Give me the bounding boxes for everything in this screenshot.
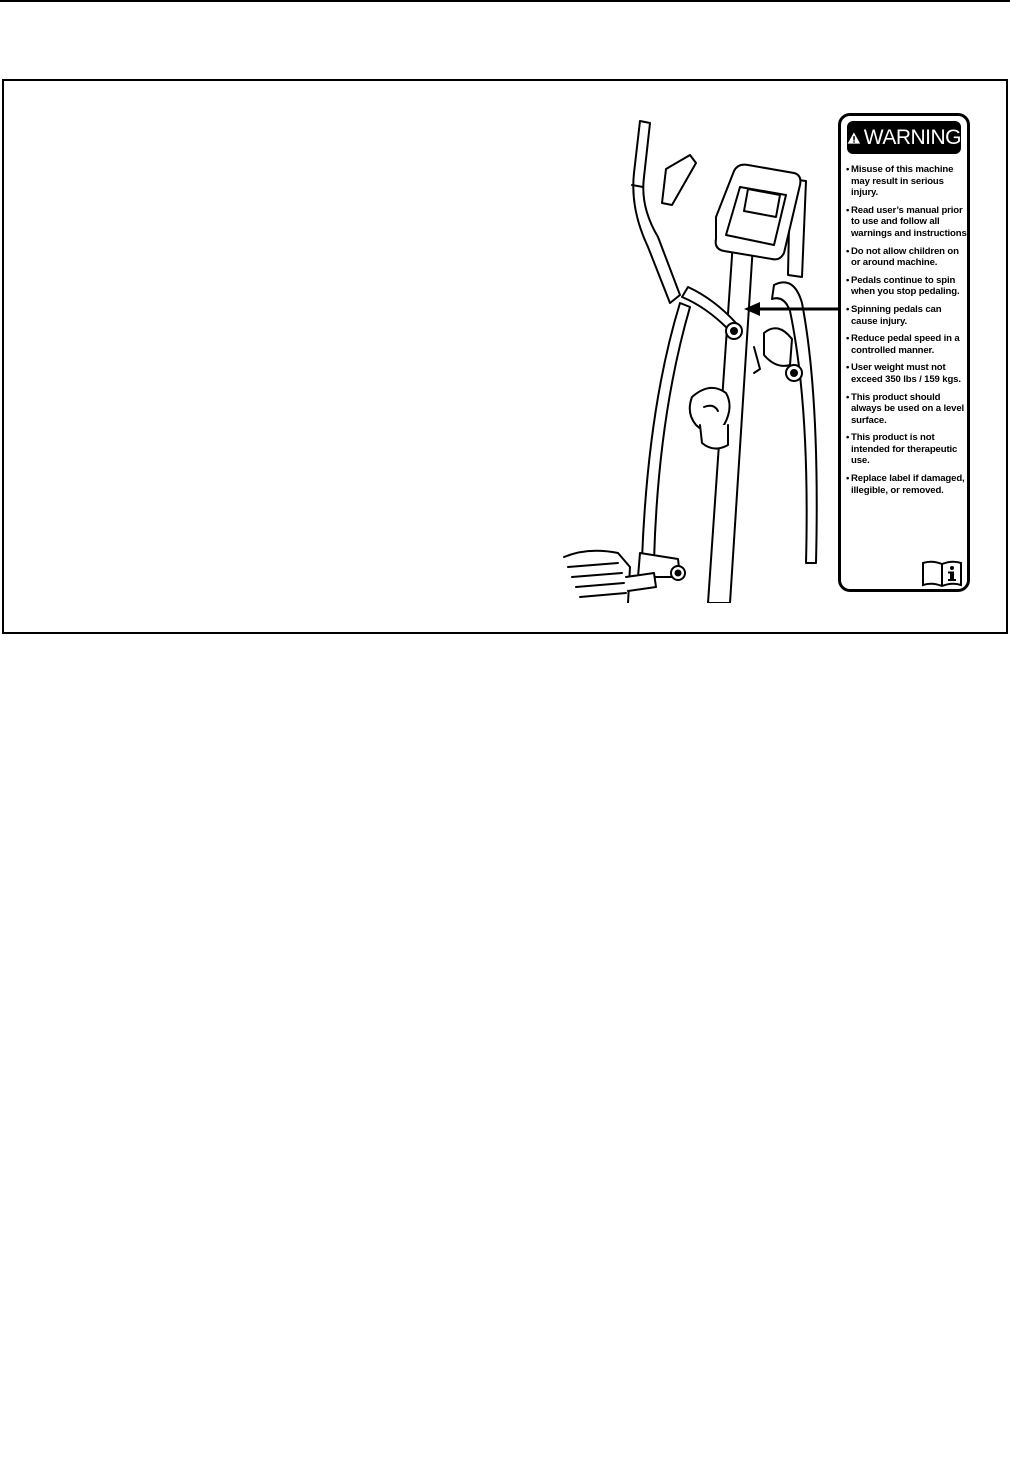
warning-list	[846, 164, 970, 502]
warning-item: • This product is not intended for therapeutic use.	[846, 432, 970, 467]
read-manual-icon	[921, 559, 963, 587]
elliptical-illustration	[558, 107, 848, 603]
top-rule	[0, 0, 1010, 2]
warning-item: • Misuse of this machine may result in serious injury.	[846, 164, 970, 199]
warning-item: • This product should always be used on a level surface.	[846, 392, 970, 427]
warning-item: • Spinning pedals can cause injury.	[846, 304, 970, 327]
warning-triangle-icon	[847, 128, 861, 148]
warning-figure-frame	[2, 79, 1008, 634]
warning-item: • Reduce pedal speed in a controlled manner.	[846, 333, 970, 356]
warning-item: • User weight must not exceed 350 lbs / 159 kgs.	[846, 362, 970, 385]
warning-item: • Pedals continue to spin when you stop pedaling.	[846, 275, 970, 298]
warning-header	[847, 121, 961, 154]
warning-item: • Read user’s manual prior to use and follow all warnings and instructions.	[846, 205, 970, 240]
pointer-arrow	[744, 300, 838, 318]
warning-title: WARNING	[863, 126, 961, 149]
warning-label	[838, 113, 970, 592]
warning-item: • Do not allow children on or around machine.	[846, 246, 970, 269]
warning-item: • Replace label if damaged, illegible, or removed.	[846, 473, 970, 496]
